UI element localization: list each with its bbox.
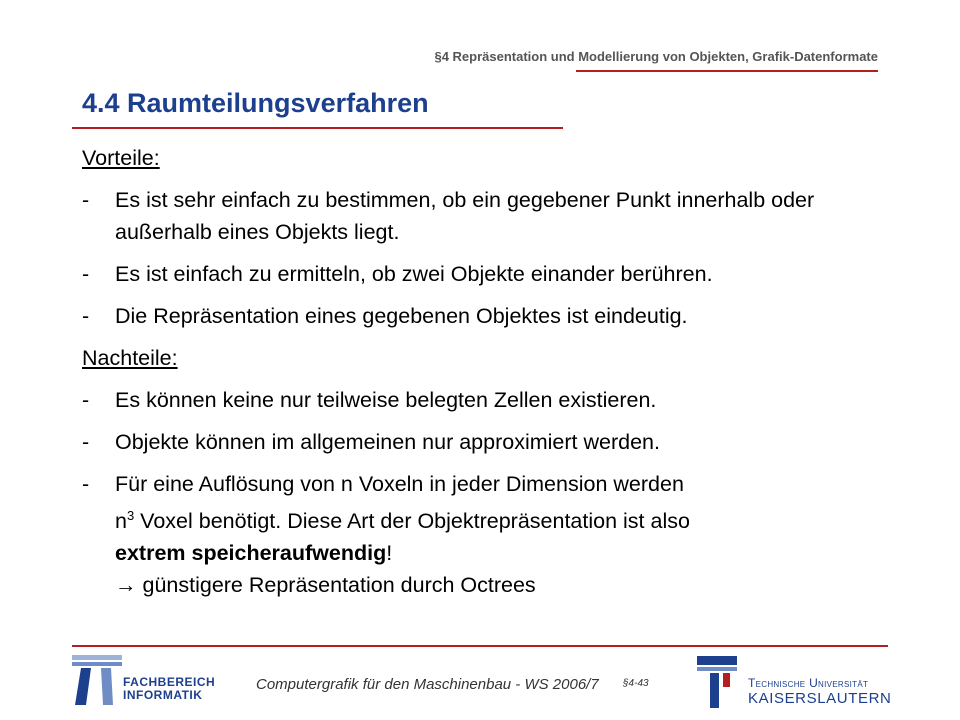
nachteil-item bbox=[82, 384, 912, 416]
logo-tu-line2: KAISERSLAUTERN bbox=[748, 690, 892, 707]
nachteil-text: Objekte können im allgemeinen nur approximiert werden. bbox=[115, 430, 660, 454]
nachteil-item bbox=[82, 426, 912, 458]
chapter-underline bbox=[576, 70, 878, 72]
footer-rule bbox=[72, 645, 888, 647]
tu-logo-icon bbox=[693, 656, 739, 708]
vorteil-item bbox=[82, 184, 912, 248]
nachteil-text bbox=[115, 468, 912, 601]
logo-tu-line1: Technische Universität bbox=[748, 676, 869, 690]
pi-logo-icon bbox=[72, 655, 122, 707]
bullet-dash: - bbox=[82, 430, 90, 454]
vorteile-heading: Vorteile: bbox=[82, 146, 160, 170]
vorteil-item bbox=[82, 258, 912, 290]
variable-n: n bbox=[115, 509, 127, 534]
nachteil-text: Es können keine nur teilweise belegten Zellen existieren. bbox=[115, 388, 657, 412]
bullet-dash: - bbox=[82, 388, 90, 412]
vorteil-text: Es ist sehr einfach zu bestimmen, ob ein gegebener Punkt innerhalb oder außerhalb eines Objekts liegt. bbox=[115, 188, 815, 244]
bullet-dash: - bbox=[82, 304, 90, 328]
logo-fachbereich bbox=[123, 676, 215, 702]
conclusion-text: günstigere Repräsentation durch Octrees bbox=[142, 573, 536, 598]
slide-content bbox=[82, 142, 912, 611]
chapter-header: §4 Repräsentation und Modellierung von Objekten, Grafik-Datenformate bbox=[434, 49, 878, 64]
vorteil-item bbox=[82, 300, 912, 332]
footer-course: Computergrafik für den Maschinenbau - WS 2006/7 bbox=[256, 676, 599, 693]
vorteil-text: Die Repräsentation eines gegebenen Objektes ist eindeutig. bbox=[115, 304, 688, 328]
vorteil-text: Es ist einfach zu ermitteln, ob zwei Objekte einander berühren. bbox=[115, 262, 713, 286]
bullet-dash: - bbox=[82, 188, 90, 212]
exclamation: ! bbox=[386, 541, 393, 566]
page-number: §4-43 bbox=[623, 678, 649, 689]
logo-line1: FACHBEREICH bbox=[123, 675, 216, 689]
nachteil-line1: Für eine Auflösung von n Voxeln in jeder Dimension werden bbox=[115, 472, 684, 496]
emphasis-text: extrem speicheraufwendig bbox=[115, 541, 387, 566]
nachteil-line2: Voxel benötigt. Diese Art der Objektrepräsentation ist also bbox=[134, 509, 690, 534]
slide-title: 4.4 Raumteilungsverfahren bbox=[82, 88, 429, 118]
bullet-dash: - bbox=[82, 472, 90, 496]
exponent: 3 bbox=[126, 508, 135, 523]
logo-line2: INFORMATIK bbox=[123, 688, 203, 702]
title-underline bbox=[72, 127, 563, 129]
bullet-dash: - bbox=[82, 262, 90, 286]
nachteil-item bbox=[82, 468, 912, 601]
arrow-icon: → bbox=[115, 573, 137, 598]
logo-tu-kaiserslautern bbox=[748, 676, 892, 707]
nachteile-heading: Nachteile: bbox=[82, 346, 178, 370]
